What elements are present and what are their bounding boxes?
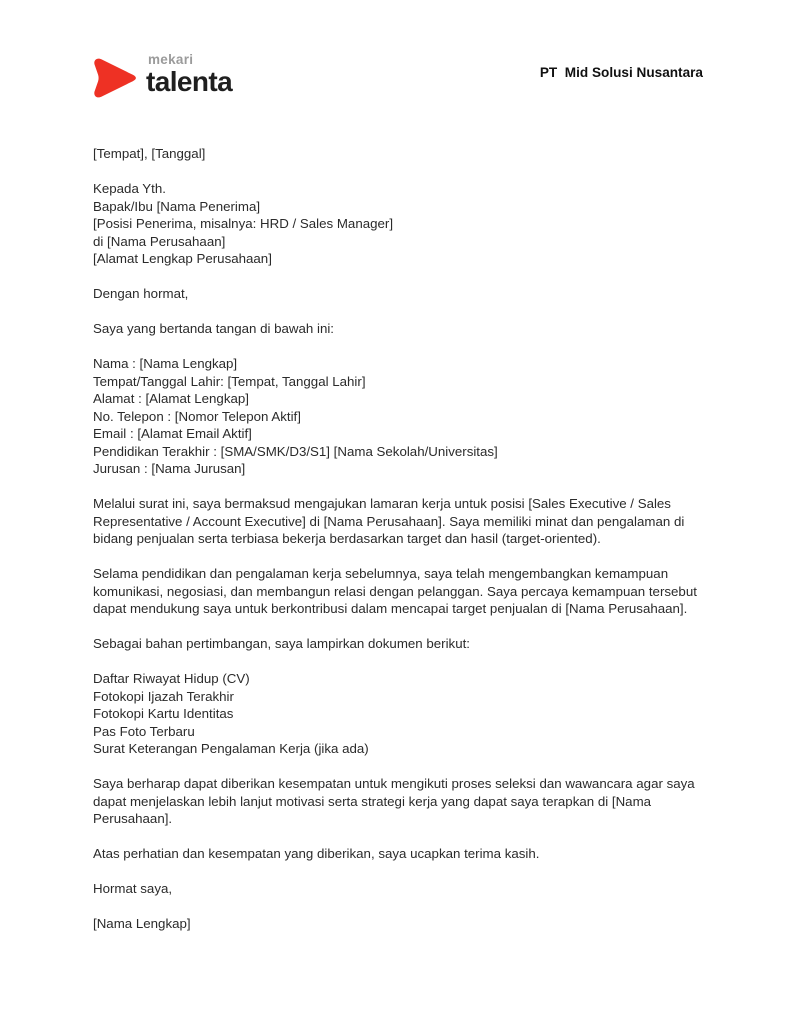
attachment-item: Surat Keterangan Pengalaman Kerja (jika ada): [93, 741, 369, 756]
attachment-item: Fotokopi Ijazah Terakhir: [93, 688, 234, 704]
recipient-line: [Posisi Penerima, misalnya: HRD / Sales Manager]: [93, 216, 394, 231]
identity-line: No. Telepon : [Nomor Telepon Aktif]: [93, 408, 301, 424]
identity-line: Pendidikan Terakhir : [SMA/SMK/D3/S1] [Nama Sekolah/Universitas]: [93, 443, 498, 459]
body-paragraph: Melalui surat ini, saya bermaksud mengajukan lamaran kerja untuk posisi [Sales Executive / Sales Representative / Account Executive] di [Nama Perusahaan]. Saya memiliki minat dan pengalaman di bidang penjualan serta terbiasa bekerja berdasarkan target dan hasil (target-oriented).: [93, 496, 685, 546]
identity-line: Alamat : [Alamat Lengkap]: [93, 391, 249, 406]
salutation: Dengan hormat,: [93, 286, 189, 301]
opening-line: Saya yang bertanda tangan di bawah ini:: [93, 321, 334, 336]
recipient-line: Bapak/Ibu [Nama Penerima]: [93, 198, 261, 214]
identity-line: Nama : [Nama Lengkap]: [93, 356, 238, 371]
attachment-item: Daftar Riwayat Hidup (CV): [93, 671, 250, 686]
attachments-intro: Sebagai bahan pertimbangan, saya lampirkan dokumen berikut:: [93, 636, 470, 651]
attachment-item: Pas Foto Terbaru: [93, 723, 195, 739]
recipient-line: Kepada Yth.: [93, 181, 166, 196]
identity-block: [93, 355, 709, 478]
attachments-list: [93, 670, 709, 758]
identity-line: Tempat/Tanggal Lahir: [Tempat, Tanggal Lahir]: [93, 373, 366, 389]
closing-paragraph: Atas perhatian dan kesempatan yang diberikan, saya ucapkan terima kasih.: [93, 846, 540, 861]
attachment-item: Fotokopi Kartu Identitas: [93, 706, 234, 721]
letter-body: [93, 145, 709, 933]
brand-mekari-label: mekari: [148, 52, 194, 67]
identity-line: Jurusan : [Nama Jurusan]: [93, 461, 246, 476]
brand-talenta-label: talenta: [146, 66, 233, 97]
recipient-line: di [Nama Perusahaan]: [93, 233, 226, 249]
page-header: [93, 52, 703, 99]
recipient-line: [Alamat Lengkap Perusahaan]: [93, 251, 272, 266]
date-line: [Tempat], [Tanggal]: [93, 146, 206, 161]
recipient-block: [93, 180, 709, 268]
mekari-talenta-logo: [93, 52, 232, 99]
closing-paragraph: Saya berharap dapat diberikan kesempatan untuk mengikuti proses seleksi dan wawancara agar saya dapat menjelaskan lebih lanjut motivasi serta strategi kerja yang dapat saya terapkan di [Nama Perusahaan].: [93, 776, 695, 826]
brand-text: [146, 52, 232, 97]
signature-name: [Nama Lengkap]: [93, 916, 191, 931]
signoff: Hormat saya,: [93, 881, 173, 896]
mekari-arrow-icon: [93, 57, 137, 99]
company-name: PT Mid Solusi Nusantara: [539, 65, 703, 80]
identity-line: Email : [Alamat Email Aktif]: [93, 426, 252, 441]
body-paragraph: Selama pendidikan dan pengalaman kerja sebelumnya, saya telah mengembangkan kemampuan komunikasi, negosiasi, dan membangun relasi dengan pelanggan. Saya percaya kemampuan tersebut dapat mendukung saya untuk berkontribusi dalam mencapai target penjualan di [Nama Perusahaan].: [93, 566, 697, 616]
